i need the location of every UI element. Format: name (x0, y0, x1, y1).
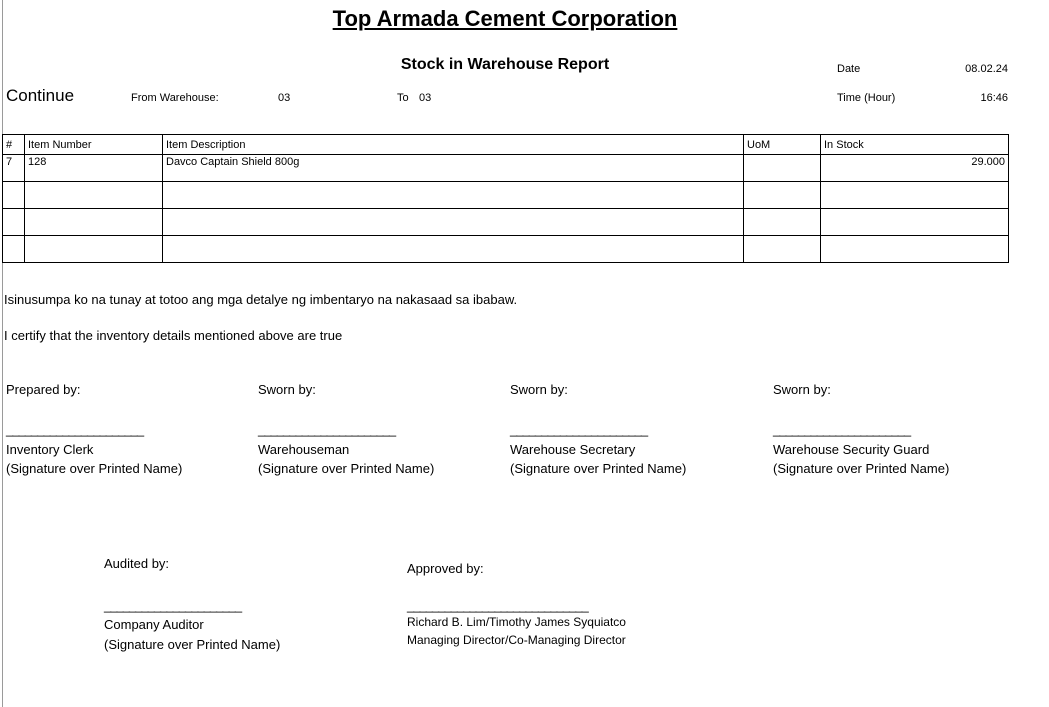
approved-by-signature-line: _____________________________ (407, 598, 588, 613)
company-auditor-title: Company Auditor (104, 617, 204, 632)
company-auditor-note: (Signature over Printed Name) (104, 637, 281, 652)
prepared-by-title: Inventory Clerk (6, 442, 94, 457)
item-description-cell (163, 236, 744, 263)
warehouse-secretary-title: Warehouse Secretary (510, 442, 636, 457)
item-description-cell (163, 209, 744, 236)
approved-by-label: Approved by: (407, 561, 484, 576)
sworn-by-signature-line: ______________________ (258, 422, 396, 437)
in-stock-cell (821, 236, 1009, 263)
security-guard-title: Warehouse Security Guard (773, 442, 930, 457)
report-title: Stock in Warehouse Report (400, 56, 610, 73)
to-warehouse-label: To (397, 92, 409, 104)
sworn-by-signature-line: ______________________ (510, 422, 648, 437)
table-row (3, 182, 1009, 209)
item-number-cell: 128 (25, 155, 163, 182)
warehouseman-title: Warehouseman (258, 442, 350, 457)
audited-by-label: Audited by: (104, 556, 170, 571)
sworn-by-signature-line: ______________________ (773, 422, 911, 437)
sworn-by-label: Sworn by: (773, 382, 831, 397)
prepared-by-signature-line: ______________________ (6, 422, 144, 437)
table-row (3, 209, 1009, 236)
company-name: Top Armada Cement Corporation (332, 6, 678, 31)
sworn-by-label: Sworn by: (510, 382, 568, 397)
item-description-cell: Davco Captain Shield 800g (163, 155, 744, 182)
to-warehouse-value: 03 (419, 92, 432, 104)
from-warehouse-label: From Warehouse: (131, 92, 219, 104)
row-number-cell (3, 209, 25, 236)
continue-button[interactable]: Continue (6, 86, 75, 105)
uom-cell (744, 236, 821, 263)
prepared-by-label: Prepared by: (6, 382, 81, 397)
item-number-cell (25, 182, 163, 209)
time-label: Time (Hour) (837, 92, 896, 104)
column-header-in-stock: In Stock (821, 135, 1009, 155)
in-stock-cell: 29.000 (821, 155, 1009, 182)
left-border (2, 0, 3, 707)
row-number-cell (3, 182, 25, 209)
prepared-by-note: (Signature over Printed Name) (6, 461, 183, 476)
warehouseman-note: (Signature over Printed Name) (258, 461, 435, 476)
uom-cell (744, 209, 821, 236)
table-header-row (3, 135, 1009, 155)
certification-english: I certify that the inventory details mentioned above are true (4, 328, 343, 343)
sworn-by-label: Sworn by: (258, 382, 316, 397)
time-value: 16:46 (980, 92, 1008, 104)
table-row (3, 155, 1009, 182)
table-row (3, 236, 1009, 263)
in-stock-cell (821, 182, 1009, 209)
row-number-cell (3, 236, 25, 263)
certification-tagalog: Isinusumpa ko na tunay at totoo ang mga detalye ng imbentaryo na nakasaad sa ibabaw. (4, 292, 518, 307)
row-number-cell: 7 (3, 155, 25, 182)
security-guard-note: (Signature over Printed Name) (773, 461, 950, 476)
stock-table (2, 134, 1009, 263)
audited-by-signature-line: ______________________ (104, 598, 242, 613)
date-value: 08.02.24 (965, 63, 1008, 75)
from-warehouse-value: 03 (278, 92, 291, 104)
warehouse-secretary-note: (Signature over Printed Name) (510, 461, 687, 476)
uom-cell (744, 155, 821, 182)
column-header-item-number: Item Number (25, 135, 163, 155)
in-stock-cell (821, 209, 1009, 236)
date-label: Date (837, 63, 861, 75)
approver-title: Managing Director/Co-Managing Director (407, 633, 626, 647)
column-header-item-description: Item Description (163, 135, 744, 155)
item-number-cell (25, 236, 163, 263)
column-header-uom: UoM (744, 135, 821, 155)
item-description-cell (163, 182, 744, 209)
column-header-number: # (3, 135, 25, 155)
item-number-cell (25, 209, 163, 236)
approver-names: Richard B. Lim/Timothy James Syquiatco (407, 615, 626, 629)
uom-cell (744, 182, 821, 209)
